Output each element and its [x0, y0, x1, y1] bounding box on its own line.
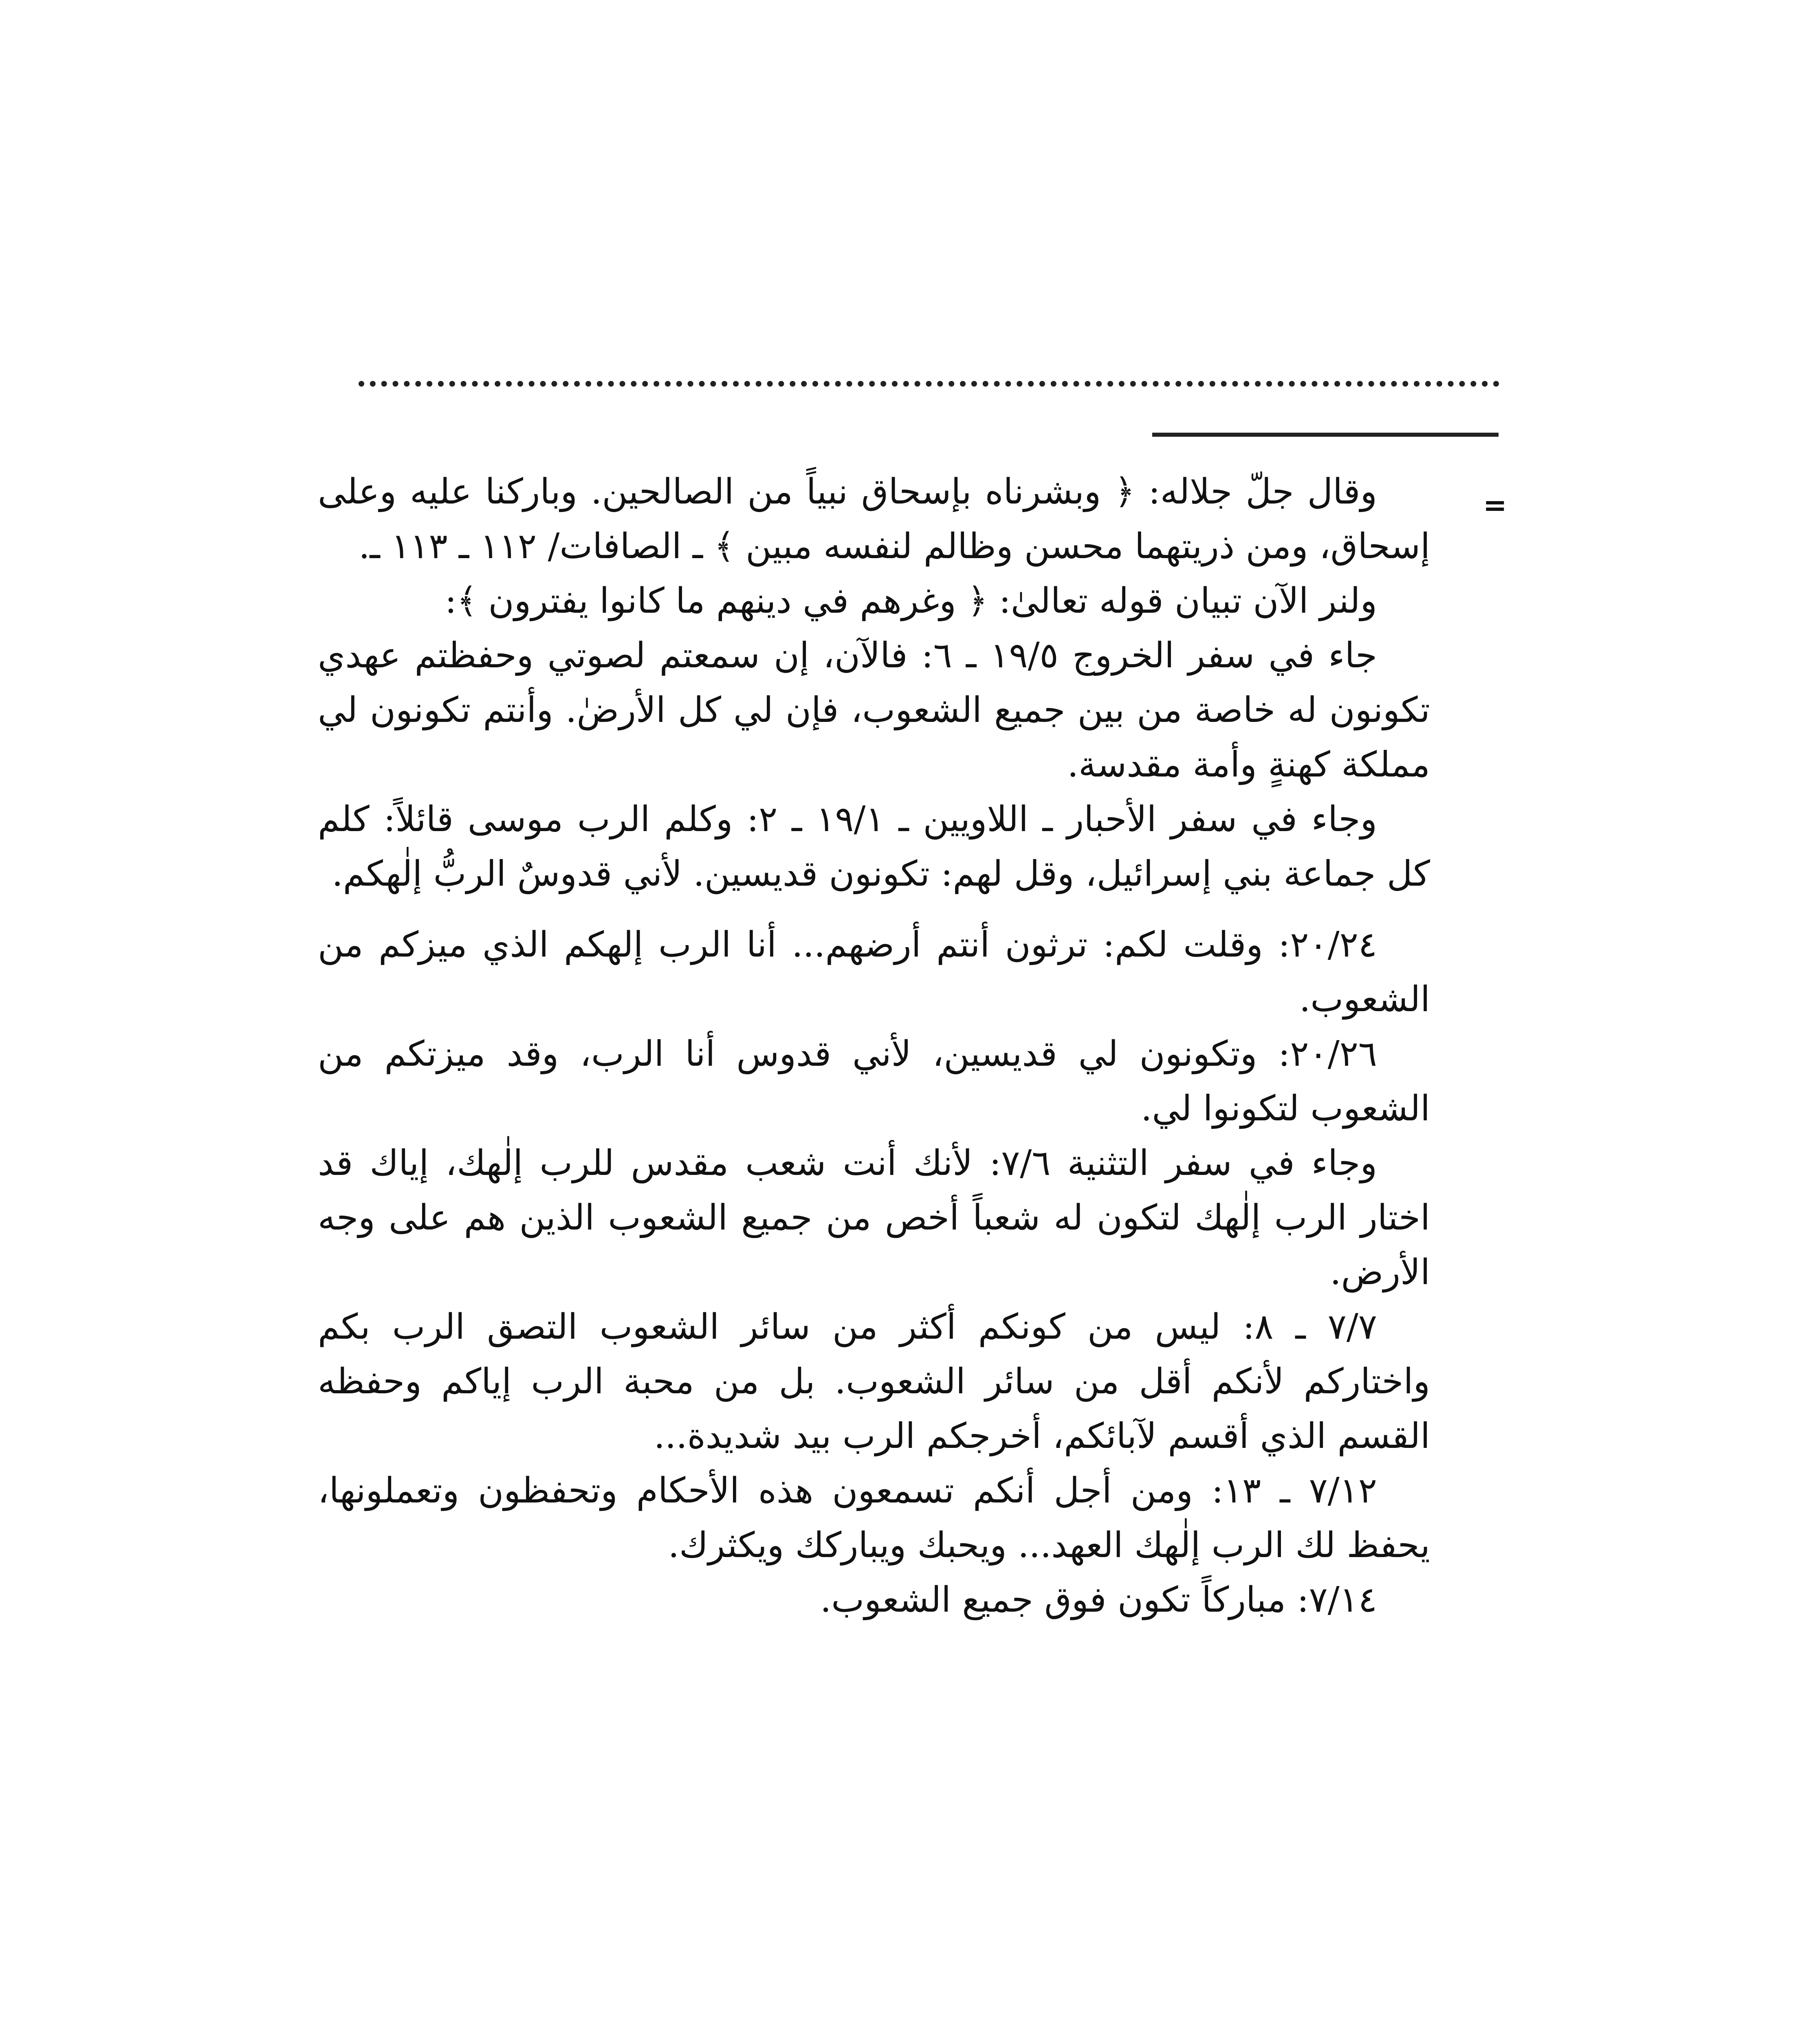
header-rule — [1152, 433, 1499, 437]
paragraph-3: جاء في سفر الخروج ١٩/٥ ـ ٦: فالآن، إن سمعتم لصوتي وحفظتم عهدي تكونون له خاصة من بين جميع الشعوب، فإن لي كل الأرضٰ. وأنتم تكونون لي مملكة كهنةٍ وأمة مقدسة. — [318, 635, 1430, 785]
paragraph-8: ٧/٧ ـ ٨: ليس من كونكم أكثر من سائر الشعوب التصق الرب بكم واختاركم لأنكم أقل من سائر الشعوب. بل من محبة الرب إياكم وحفظه القسم الذي أقسم لآبائكم، أخرجكم الرب بيد شديدة... — [318, 1307, 1430, 1456]
paragraph-6: ٢٠/٢٦: وتكونون لي قديسين، لأني قدوس أنا الرب، وقد ميزتكم من الشعوب لتكونوا لي. — [318, 1034, 1430, 1129]
paragraph-4: وجاء في سفر الأحبار ـ اللاويين ـ ١٩/١ ـ ٢: وكلم الرب موسى قائلاً: كلم كل جماعة بني إسرائيل، وقل لهم: تكونون قديسين. لأني قدوسٌ الربُّ إلٰهكم. — [318, 799, 1430, 894]
dotted-divider — [359, 381, 1499, 387]
paragraph-2: ولنر الآن تبيان قوله تعالىٰ: ﴿ وغرهم في دينهم ما كانوا يفترون ﴾: — [445, 581, 1377, 621]
paragraph-5: ٢٠/٢٤: وقلت لكم: ترثون أنتم أرضهم... أنا الرب إلهكم الذي ميزكم من الشعوب. — [318, 924, 1430, 1020]
paragraph-9: ٧/١٢ ـ ١٣: ومن أجل أنكم تسمعون هذه الأحكام وتحفظون وتعملونها، يحفظ لك الرب إلٰهك العهد... ويحبك ويباركك ويكثرك. — [318, 1470, 1430, 1566]
paragraph-1: وقال جلّ جلاله: ﴿ وبشرناه بإسحاق نبياً من الصالحين. وباركنا عليه وعلى إسحاق، ومن ذريتهما محسن وظالم لنفسه مبين ﴾ ـ الصافات/ ١١٢ ـ ١١٣ ـ. — [318, 471, 1430, 567]
paragraph-7: وجاء في سفر التثنية ٧/٦: لأنك أنت شعب مقدس للرب إلٰهك، إياك قد اختار الرب إلٰهك لتكون له شعباً أخص من جميع الشعوب الذين هم على وجه الأرض. — [318, 1143, 1430, 1293]
paragraph-10: ٧/١٤: مباركاً تكون فوق جميع الشعوب. — [820, 1579, 1377, 1620]
body-text — [318, 464, 1430, 1627]
margin-mark-top: = — [1483, 488, 1507, 522]
